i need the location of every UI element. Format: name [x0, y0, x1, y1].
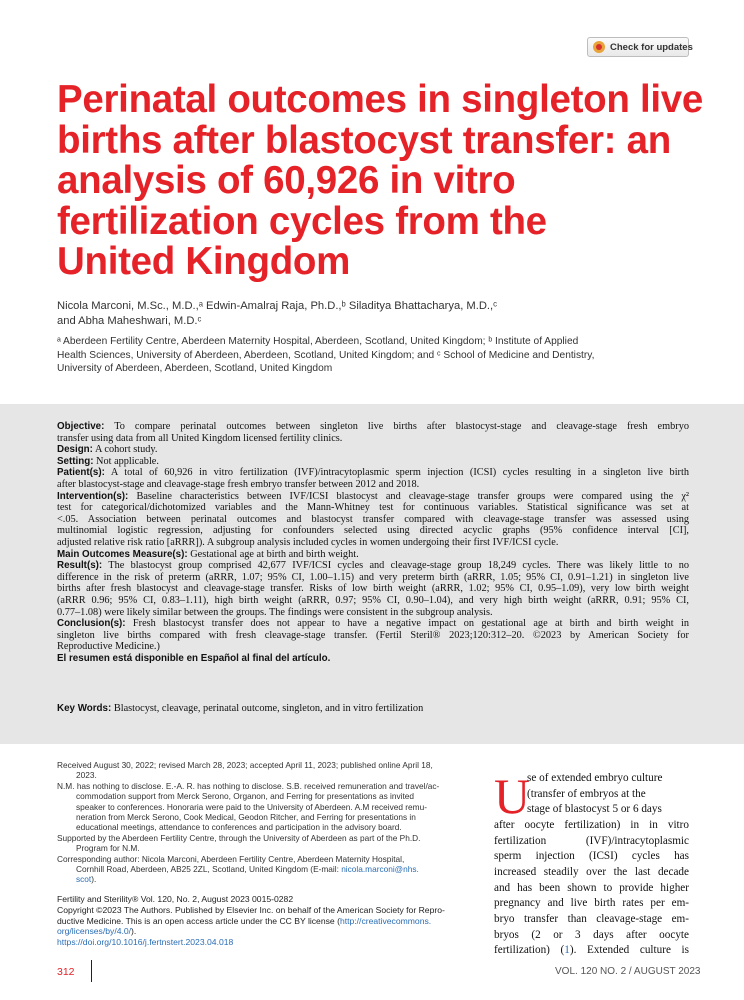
email-link-cont[interactable]: scot [76, 874, 92, 885]
title-line: Perinatal outcomes in singleton live [57, 78, 703, 121]
title-line: births after blastocyst transfer: an [57, 118, 671, 162]
disclosure-cont: neration from Merck Serono, Cook Medical, Geodon Ritcher, and Ferring for presentations in [76, 812, 416, 823]
abstract-line [57, 467, 689, 479]
check-for-updates-label: Check for updates [610, 41, 693, 53]
author-line: and Abha Maheshwari, M.D.ᶜ [57, 315, 202, 327]
objective-text: To compare perinatal outcomes between singleton live births after blastocyst-stage and cleavage-stage fresh embryo [104, 421, 689, 432]
interventions-label: Intervention(s): [57, 490, 129, 502]
footer-divider [91, 960, 92, 982]
abstract-line [57, 618, 689, 630]
keywords [57, 703, 423, 714]
design-label: Design: [57, 444, 93, 456]
body-text: fertilization) ( [494, 944, 565, 957]
disclosure: N.M. has nothing to disclose. E.-A. R. has nothing to disclose. S.B. received remuneration and travel/ac- [57, 780, 440, 791]
results-label: Result(s): [57, 560, 103, 572]
title-line: fertilization cycles from the [57, 199, 547, 243]
measures-label: Main Outcomes Measure(s): [57, 548, 188, 560]
setting-label: Setting: [57, 455, 94, 467]
funding-cont: Program for N.M. [76, 843, 140, 854]
article-title [57, 78, 703, 283]
license-link-cont[interactable]: org/licenses/by/4.0/ [57, 926, 132, 937]
author-list [57, 299, 677, 329]
objective-label: Objective: [57, 421, 105, 432]
abstract-line: Reproductive Medicine.) [57, 641, 160, 653]
crossmark-icon [593, 41, 605, 53]
corresponding-author-cont [57, 864, 477, 874]
received-dates: Received August 30, 2022; revised March 28, 2023; accepted April 11, 2023; published online April 18, [57, 760, 433, 770]
body-line [494, 943, 689, 959]
spanish-abstract-note: El resumen está disponible en Español al final del artículo. [57, 652, 331, 664]
abstract-text [57, 421, 689, 664]
copyright-cont [57, 926, 477, 937]
patients-text: A total of 60,926 in vitro fertilization (IVF)/intracytoplasmic sperm injection (ICSI) cycles resulting in a singleton live birth [104, 467, 689, 479]
received-dates-cont: 2023. [76, 770, 97, 781]
body-line: bryo transfer than cleavage-stage em- [494, 912, 689, 925]
affiliation-line: Health Sciences, University of Aberdeen, Aberdeen, Scotland, United Kingdom; and ᶜ School of Medicine and Dentistry, [57, 349, 595, 361]
abstract-line [57, 444, 689, 456]
publication-info [57, 894, 477, 948]
abstract-line [57, 456, 689, 468]
body-line: fertilization (IVF)/intracytoplasmic [494, 834, 689, 847]
author-line: Nicola Marconi, M.Sc., M.D.,ᵃ Edwin-Amalraj Raja, Ph.D.,ᵇ Siladitya Bhattacharya, M.D.,ᶜ [57, 300, 498, 312]
corresponding-end: ). [91, 874, 97, 885]
corresponding-author: Corresponding author: Nicola Marconi, Aberdeen Fertility Centre, Aberdeen Maternity Hospital, [57, 853, 405, 864]
patients-label: Patient(s): [57, 467, 105, 479]
corresponding-author-cont [57, 874, 477, 884]
measures-text: Gestational age at birth and birth weight. [187, 548, 359, 560]
doi-link[interactable]: https://doi.org/10.1016/j.fertnstert.2023.04.018 [57, 937, 234, 948]
setting-text: Not applicable. [93, 455, 159, 467]
abstract-line: births after fresh blastocyst and cleavage-stage transfer. Risks of low birth weight (aRRR, 1.02; 95% CI, 0.95–1.09), very low birth weight [57, 583, 689, 595]
license-link[interactable]: http://creativecommons. [339, 915, 432, 926]
disclosure-cont: speaker to conferences. Honoraria were paid to the University of Aberdeen. A.M received remu- [76, 801, 427, 812]
abstract-line: <.05. Association between perinatal outcomes and blastocyst transfer compared with cleavage-stage transfer was assessed using [57, 513, 689, 525]
abstract-line [57, 421, 689, 433]
abstract-line: test for categorical/dichotomized variables and the Mann-Whitney test for continuous variables. Statistical significance was set at [57, 502, 689, 514]
corresponding-address: Cornhill Road, Aberdeen, AB25 2ZL, Scotland, United Kingdom (E-mail: [76, 864, 342, 875]
body-text: ). Extended culture is [569, 944, 690, 957]
affiliation-line: ᵃ Aberdeen Fertility Centre, Aberdeen Maternity Hospital, Aberdeen, Scotland, United Kingdom; ᵇ Institute of Applied [57, 336, 579, 347]
disclosure-cont: commodation support from Merck Serono, Organon, and Ferring for presentations as invited [76, 791, 415, 802]
body-line: stage of blastocyst 5 or 6 days [527, 803, 662, 816]
results-text: The blastocyst group comprised 42,677 IVF/ICSI cycles and cleavage-stage group 18,249 cycles. There was likely little to no [102, 560, 689, 572]
body-line: increased steadily over the last decade [494, 865, 689, 878]
conclusions-label: Conclusion(s): [57, 618, 126, 630]
abstract-line [57, 549, 689, 561]
affiliations [57, 335, 697, 376]
reference-link[interactable]: 1 [564, 944, 570, 957]
body-column [494, 768, 690, 959]
abstract-line: 0.77–1.08) were likely similar between the groups. The findings were consistent in the subgroup analysis. [57, 606, 493, 618]
copyright-end: ). [131, 926, 137, 937]
interventions-text: Baseline characteristics between IVF/ICSI blastocyst and cleavage-stage transfer groups were compared using the χ² [128, 490, 689, 502]
check-for-updates-button[interactable] [587, 37, 693, 57]
abstract-line: singleton live births compared with fresh cleavage-stage transfer. (Fertil Steril® 2023;120:312–20. ©2023 by American Society for [57, 629, 689, 641]
funding: Supported by the Aberdeen Fertility Centre, through the University of Aberdeen as part of the Ph.D. [57, 832, 421, 843]
title-line: United Kingdom [57, 240, 351, 283]
body-line: pregnancy and live birth rates per em- [494, 897, 689, 910]
affiliation-line: University of Aberdeen, Aberdeen, Scotland, United Kingdom [57, 363, 333, 374]
abstract-line: transfer using data from all United Kingdom licensed fertility clinics. [57, 432, 343, 444]
abstract-line: difference in the risk of preterm (aRRR, 1.07; 95% CI, 1.00–1.15) and very preterm birth (aRRR, 1.05; 95% CI, 0.91–1.21) in singleton live [57, 571, 689, 583]
copyright-cont [57, 916, 477, 927]
page-number: 312 [57, 966, 75, 978]
conclusions-text: Fresh blastocyst transfer does not appear to have a negative impact on gestational age at birth and birth weight in [125, 618, 689, 630]
abstract-line [57, 560, 689, 572]
volume-info: VOL. 120 NO. 2 / AUGUST 2023 [555, 966, 701, 977]
abstract-line: after blastocyst-stage and cleavage-stage fresh embryo transfer between 2012 and 2018. [57, 478, 420, 490]
abstract-line: multinomial logistic regression, adjusting for confounders selected using directed acyclic graphs (95% confidence interval [CI], [57, 525, 689, 537]
abstract-line: adjusted relative risk ratio [aRRR]). A subgroup analysis included cycles in women undergoing their first IVF/ICSI cycle. [57, 536, 559, 548]
drop-cap: U [494, 768, 531, 824]
body-line: and has been shown to provide higher [494, 881, 689, 894]
copyright: Copyright ©2023 The Authors. Published by Elsevier Inc. on behalf of the American Society for Repro- [57, 904, 445, 915]
abstract-line: (aRRR 0.96; 95% CI, 0.83–1.11), high birth weight (aRRR, 0.97; 95% CI, 0.90–1.04), and very high birth weight (aRRR, 0.91; 95% CI, [57, 594, 689, 606]
email-link[interactable]: nicola.marconi@nhs. [341, 864, 419, 875]
body-line: (transfer of embryos at the [527, 787, 646, 800]
keywords-text: Blastocyst, cleavage, perinatal outcome, singleton, and in vitro fertilization [111, 703, 424, 714]
body-line: se of extended embryo culture [527, 772, 663, 784]
body-line: sperm injection (ICSI) cycles has [494, 850, 689, 863]
keywords-label: Key Words: [57, 703, 112, 714]
article-notes [57, 760, 477, 885]
journal-info: Fertility and Sterility® Vol. 120, No. 2, August 2023 0015-0282 [57, 894, 294, 904]
abstract-line [57, 491, 689, 503]
body-line: after oocyte fertilization) in in vitro [494, 818, 689, 831]
disclosure-cont: educational meetings, attendance to conferences and participation in the advisory board. [76, 822, 402, 833]
copyright-text: ductive Medicine. This is an open access article under the CC BY license ( [57, 915, 340, 926]
title-line: analysis of 60,926 in vitro [57, 159, 516, 202]
design-text: A cohort study. [92, 444, 158, 456]
body-line: bryos (2 or 3 days after oocyte [494, 928, 689, 941]
